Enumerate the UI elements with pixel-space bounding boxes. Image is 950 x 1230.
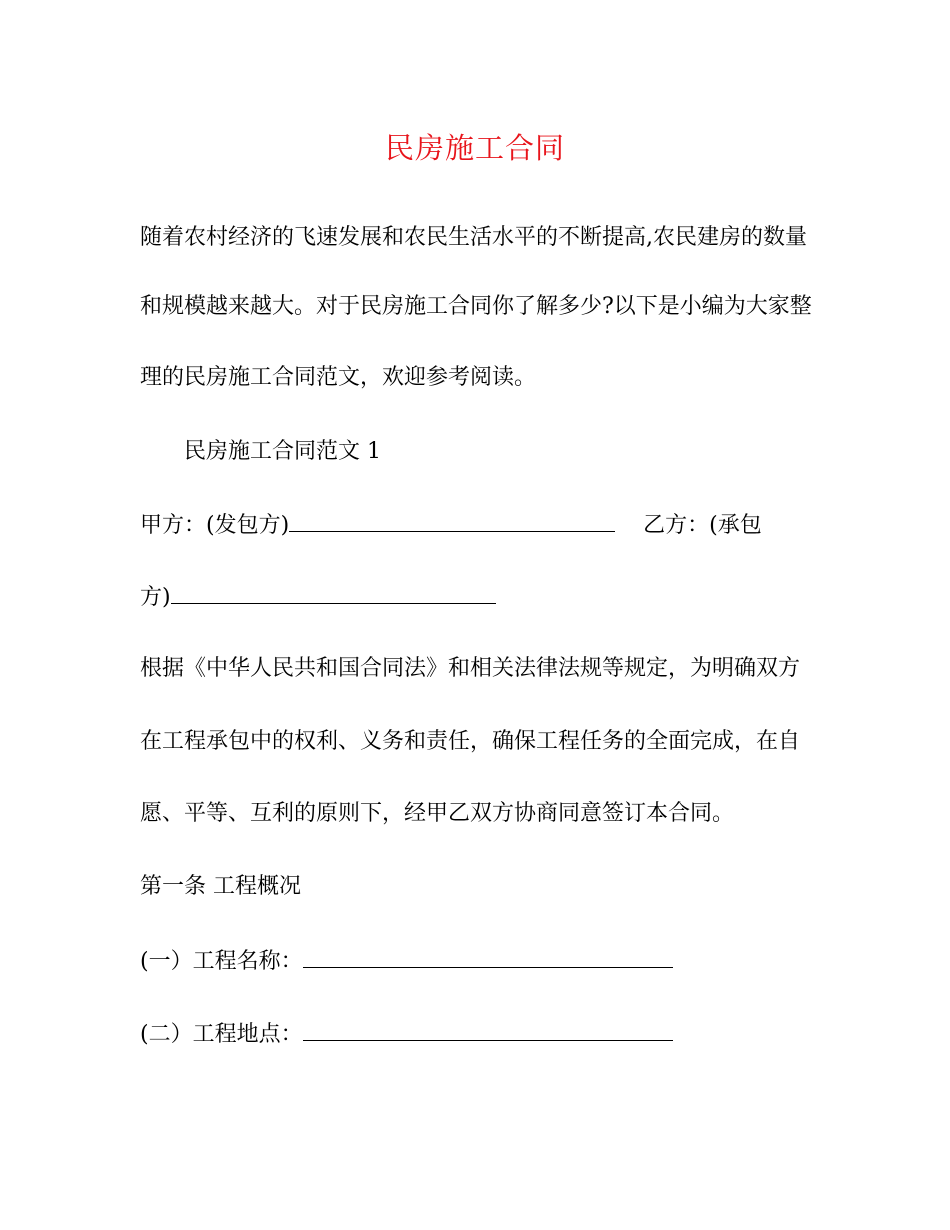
preamble-line-1: 根据《中华人民共和国合同法》和相关法律法规等规定，为明确双方: [140, 656, 801, 681]
party-a-blank[interactable]: [289, 509, 615, 532]
item-2-label: (二）工程地点：: [140, 1022, 303, 1047]
intro-line-3: 理的民房施工合同范文，欢迎参考阅读。: [140, 365, 537, 390]
party-b-blank[interactable]: [171, 581, 496, 604]
party-b-line: [140, 581, 496, 614]
preamble-line-2: 在工程承包中的权利、义务和责任，确保工程任务的全面完成，在自: [140, 729, 801, 754]
section-heading: 民房施工合同范文 1: [184, 439, 381, 464]
party-b-label: 乙方：(承包: [643, 513, 762, 538]
document-title: 民房施工合同: [384, 131, 565, 165]
party-line: [140, 509, 762, 542]
party-b-label-cont: 方): [140, 585, 171, 610]
project-name-blank[interactable]: [303, 945, 673, 968]
item-1-line: [140, 945, 673, 978]
party-a-label: 甲方：(发包方): [140, 513, 290, 538]
item-2-line: [140, 1018, 673, 1051]
item-1-label: (一）工程名称：: [140, 949, 303, 974]
article-1-heading: 第一条 工程概况: [140, 874, 301, 899]
preamble-line-3: 愿、平等、互利的原则下，经甲乙双方协商同意签订本合同。: [140, 801, 735, 826]
intro-line-1: 随着农村经济的飞速发展和农民生活水平的不断提高,农民建房的数量: [140, 225, 807, 250]
intro-line-2: 和规模越来越大。对于民房施工合同你了解多少?以下是小编为大家整: [140, 294, 812, 319]
project-location-blank[interactable]: [303, 1018, 673, 1041]
